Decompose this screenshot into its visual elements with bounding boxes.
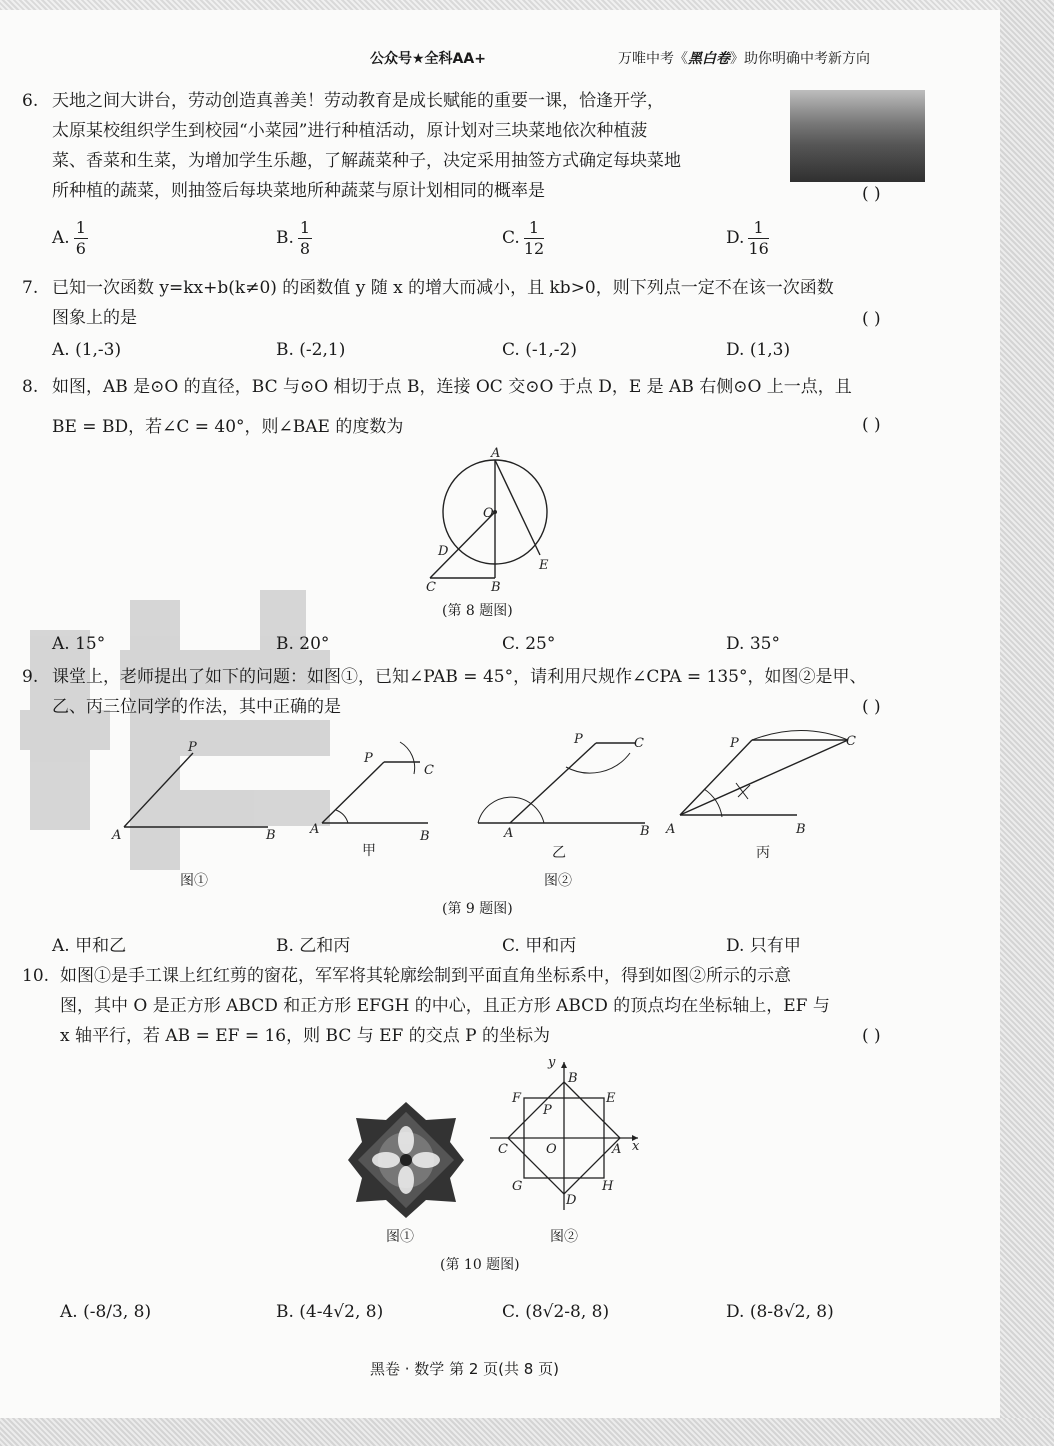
svg-text:O: O (546, 1142, 557, 1157)
scan-edge-right (1000, 0, 1054, 1446)
q9-option-c: C. 甲和丙 (502, 936, 577, 956)
vegetable-garden-photo (790, 90, 925, 182)
q7-option-c: C. (-1,-2) (502, 340, 577, 360)
q8-option-b: B. 20° (276, 634, 330, 654)
q9-fig2-caption: 图② (544, 873, 572, 889)
q8-number: 8. (22, 377, 39, 397)
svg-text:B: B (420, 829, 430, 844)
q9-answer-paren: ( ) (862, 697, 881, 717)
q8-option-a: A. 15° (52, 634, 106, 654)
svg-text:B: B (266, 828, 276, 843)
svg-text:P: P (188, 740, 197, 755)
svg-text:A: A (504, 826, 514, 841)
svg-text:E: E (606, 1091, 616, 1106)
q9-fig1 (108, 735, 288, 845)
q10-option-a: A. (-8/3, 8) (60, 1302, 152, 1322)
label-o: O (483, 506, 494, 521)
svg-text:C: C (498, 1142, 508, 1157)
svg-text:A: A (666, 822, 676, 837)
label-e: E (539, 558, 549, 573)
q6-answer-paren: ( ) (862, 184, 881, 204)
q9-construction-bing (662, 725, 872, 845)
q10-fig2-caption: 图② (550, 1229, 578, 1245)
svg-text:H: H (602, 1179, 614, 1194)
svg-text:y: y (548, 1058, 556, 1070)
svg-text:A: A (612, 1142, 622, 1157)
svg-text:F: F (512, 1091, 522, 1106)
q10-option-c: C. (8√2-8, 8) (502, 1302, 610, 1322)
q8-option-d: D. 35° (726, 634, 780, 654)
q9-option-a: A. 甲和乙 (52, 936, 127, 956)
q10-coordinate-figure (488, 1058, 643, 1213)
header-left: 公众号★全科AA+ (370, 51, 486, 67)
paper-cut-ornament (346, 1100, 466, 1220)
q6-number: 6. (22, 91, 39, 111)
svg-text:x: x (632, 1139, 640, 1154)
q9-caption-yi: 乙 (552, 845, 566, 861)
svg-text:D: D (566, 1193, 577, 1208)
q7-option-a: A. (1,-3) (52, 340, 122, 360)
page-footer: 黑卷 · 数学 第 2 页(共 8 页) (370, 1360, 559, 1378)
svg-text:B: B (796, 822, 806, 837)
q9-option-b: B. 乙和丙 (276, 936, 351, 956)
q9-caption: (第 9 题图) (442, 901, 513, 917)
q7-number: 7. (22, 278, 39, 298)
q8-option-c: C. 25° (502, 634, 556, 654)
q6-option-c: C. $\frac{1}{12}$ (502, 218, 545, 258)
q9-fig1-caption: 图① (180, 873, 208, 889)
header-right: 万唯中考《黑白卷》助你明确中考新方向 (618, 51, 870, 67)
scan-edge-bottom (0, 1418, 1054, 1446)
svg-text:G: G (512, 1179, 523, 1194)
q8-stem: 如图，AB 是⊙O 的直径，BC 与⊙O 相切于点 B，连接 OC 交⊙O 于点 D，E 是 AB 右侧⊙O 上一点，且 BE = BD，若∠C = 40°，则∠BAE 的度数为 (52, 377, 852, 437)
svg-text:P: P (543, 1103, 552, 1118)
q7-option-d: D. (1,3) (726, 340, 791, 360)
q9-stem: 课堂上，老师提出了如下的问题：如图①，已知∠PAB = 45°，请利用尺规作∠CPA = 135°，如图②是甲、 乙、丙三位同学的作法，其中正确的是 (52, 667, 867, 717)
q10-answer-paren: ( ) (862, 1026, 881, 1046)
q8-circle-figure (420, 445, 570, 595)
q10-number: 10. (22, 966, 50, 986)
svg-text:C: C (634, 736, 644, 751)
q6-stem: 天地之间大讲台，劳动创造真善美！劳动教育是成长赋能的重要一课，恰逢开学， 太原某校组织学生到校园“小菜园”进行种植活动，原计划对三块菜地依次种植菠 菜、香菜和生菜，为增加学生乐趣，了解蔬菜种子，决定采用抽签方式确定每块菜地 所种植的蔬菜，则抽签后每块菜地所种蔬菜与原计划相同的概率是 (52, 91, 681, 201)
q10-fig1-caption: 图① (386, 1229, 414, 1245)
svg-text:B: B (640, 824, 650, 839)
svg-text:P: P (364, 751, 373, 766)
q9-option-d: D. 只有甲 (726, 936, 801, 956)
q10-option-b: B. (4-4√2, 8) (276, 1302, 384, 1322)
svg-text:B: B (568, 1071, 578, 1086)
svg-text:P: P (730, 736, 739, 751)
q6-option-d: D. $\frac{1}{16}$ (726, 218, 769, 258)
q10-option-d: D. (8-8√2, 8) (726, 1302, 834, 1322)
q6-option-a: A. $\frac{1}{6}$ (52, 218, 86, 258)
label-a: A (491, 446, 501, 461)
q10-caption: (第 10 题图) (440, 1257, 520, 1273)
q9-caption-bing: 丙 (756, 845, 770, 861)
svg-text:P: P (574, 732, 583, 747)
label-d: D (438, 544, 449, 559)
q8-caption: (第 8 题图) (442, 603, 513, 619)
svg-text:A: A (112, 828, 122, 843)
label-b: B (491, 580, 501, 595)
svg-text:C: C (846, 734, 856, 749)
q6-option-b: B. $\frac{1}{8}$ (276, 218, 311, 258)
q7-stem: 已知一次函数 y=kx+b(k≠0) 的函数值 y 随 x 的增大而减小，且 kb>0，则下列点一定不在该一次函数 图象上的是 (52, 278, 834, 328)
q7-option-b: B. (-2,1) (276, 340, 346, 360)
label-c: C (426, 580, 436, 595)
q9-construction-jia (308, 730, 448, 845)
q9-caption-jia: 甲 (362, 843, 376, 859)
q10-stem: 如图①是手工课上红红剪的窗花，军军将其轮廓绘制到平面直角坐标系中，得到如图②所示的示意 图，其中 O 是正方形 ABCD 和正方形 EFGH 的中心，且正方形 ABCD 的顶点均在坐标轴上，EF 与 x 轴平行，若 AB = EF = 16，则 BC 与 EF 的交点 P 的坐标为 (60, 966, 830, 1046)
svg-text:C: C (424, 763, 434, 778)
q8-answer-paren: ( ) (862, 415, 881, 435)
svg-text:A: A (310, 822, 320, 837)
scan-edge-top (0, 0, 1000, 10)
q7-answer-paren: ( ) (862, 309, 881, 329)
q9-construction-yi (470, 725, 660, 845)
q9-number: 9. (22, 667, 39, 687)
